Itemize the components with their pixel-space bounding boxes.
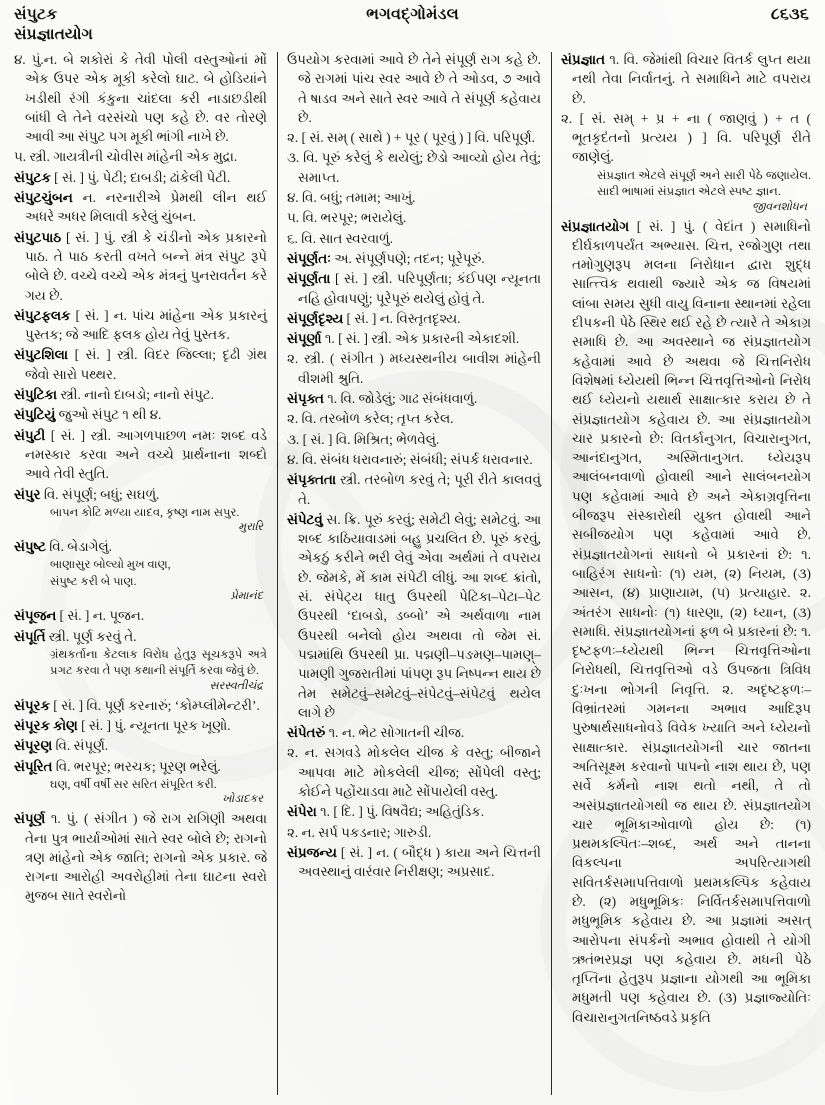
entry-definition: અ. સંપૂર્ણપણે; તદન; પૂરેપૂરું. xyxy=(330,250,485,266)
citation-quote xyxy=(14,557,267,605)
entry-definition: [ સં. ] પું. ન્યૂનતા પૂરક ખૂણો. xyxy=(77,718,231,733)
citation-line: સંપુષ્ટ કરી બે પાણ. xyxy=(50,574,137,588)
entry-sense: ૨. વિ. તરબોળ કરેલ; તૃપ્ત કરેલ. xyxy=(287,411,454,427)
entry-definition: ન. નરનારીએ પ્રેમથી લીન થઈ અધરે અધર મિલાવી કરેલું ચુંબન. xyxy=(25,190,267,225)
entry-headword: સંપેટવું xyxy=(287,511,323,527)
dictionary-entry xyxy=(14,345,267,384)
dictionary-entry xyxy=(14,757,267,776)
entry-headword: સંપૂર્તિ xyxy=(14,628,46,644)
entry-sense: ૪. વિ. બધું; તમામ; આખું. xyxy=(287,190,416,206)
entry-headword: સંપુષ્ટ xyxy=(14,539,46,555)
citation-attribution: ખોડાદકર xyxy=(222,793,263,806)
citation-line: ઘણ, વર્ષી વર્ષી સર સરિત સંપૂરિત કરી. xyxy=(50,777,217,791)
entry-definition: [ સં. ] સ્ત્રી. વિદર જિલ્લા; દૃઢી ગ્રંથ જેવો સારો પથ્થર. xyxy=(25,347,267,382)
dictionary-entry xyxy=(287,470,541,509)
entry-sense: ૨. ન. સર્પ પકડનાર; ગારુડી. xyxy=(287,824,432,840)
entry-headword: સંપુટપાઠ xyxy=(14,229,62,245)
citation-line: બાપન કોટિ મળ્યા યાદવ, કૃષ્ણ નામ સપુર. xyxy=(50,505,240,519)
entry-headword: સંપૃક્તતા xyxy=(287,472,337,488)
dictionary-entry xyxy=(287,249,541,268)
entry-headword: સંપ્રજ્ઞાત xyxy=(561,52,605,67)
column-divider xyxy=(551,52,552,1095)
entry-definition: વિ. ભરપૂર; ભરચક; પૂરણ ભરેલું. xyxy=(52,758,221,774)
dictionary-entry xyxy=(14,385,267,404)
entry-definition: સ. ક્રિ. પૂરું કરવું; સમેટી લેવું; સમેટવું. આ શબ્દ કાઠિયાવાડમાં બહુ પ્રચલિત છે. પૂરું કરવું, એકઠું કરીને ભરી લેવું એવા અર્થમાં તે વપરાય છે. જેમકે, મેં કામ સંપેટી લીધું. આ શબ્દ ક્રાંતો, સં. સંપેટ્ય ધાતુ ઉપરથી પેટિકા–પેટા–પેટ ઉપરથી ‘દાબડો, ડબ્બો’ એ અર્થવાળા નામ ઉપરથી બનેલો હોય અથવા તો જેમ સં. પદ્મમાંથિ ઉપરથી પ્રા. પદ્મણી–પઙમણ–પામણ્–પામણી ગુજરાતીમાં પાંપણ રૂપ નિષ્પન્ન થાય છે તેમ સમેટવું–સમેટવું–સંપેટવું–સંપેટવું થયેલ લાગે છે xyxy=(298,511,541,720)
entry-definition: વિ. સંપૂર્ણ; બધું; સઘળું. xyxy=(40,486,160,502)
dictionary-entry xyxy=(14,736,267,755)
dictionary-entry xyxy=(14,306,267,345)
entry-sense: ૬. વિ. સાત સ્વરવાળું. xyxy=(287,230,393,246)
entry-headword: સંપૂર્ણતા xyxy=(287,271,331,287)
entry-headword: સંપૂજન xyxy=(14,608,57,624)
entry-sense: ૩. વિ. પૂરું કરેલું કે થયેલું; છેડો આવ્યો હોય તેવું; સમાપ્ત. xyxy=(287,150,541,185)
entry-definition: [ સં. ] સ્ત્રી. પરિપૂર્ણતા; કંઈપણ ન્યૂનતા નહિ હોવાપણું; પૂરેપૂરું થયેલું હોવું તે. xyxy=(298,271,541,306)
entry-sense: ૪. પું.ન. બે શકોરાં કે તેવી પોલી વસ્તુઓનાં મોં એક ઉપર એક મૂકી કરેલો ઘાટ. બે હોડિયાંને ખડીથી રંગી કંકુના ચાંદલા કરી નાડાછડીથી બાંધી લે તેને વરસંચો પણ કહે છે. વર તોરણે આવી આ સંપુટ પગ મૂકી ભાંગી નાખે છે. xyxy=(14,52,267,145)
entry-headword: સંપ્રજન્ય xyxy=(287,844,337,860)
dictionary-entry xyxy=(14,537,267,556)
entry-sense: ઉપયોગ કરવામાં આવે છે તેને સંપૂર્ણ રાગ કહે છે. જે રાગમાં પાંચ સ્વર આવે છે તે ઓડવ, ૭ આવે તે ષાડવ અને સાતે સ્વર આવે તે સંપૂર્ણ કહેવાય છે. xyxy=(287,52,541,125)
entry-sense: ૫. વિ. ભરપૂર; ભરાયેલું. xyxy=(287,210,407,226)
text-column-3 xyxy=(551,50,825,1102)
dictionary-entry xyxy=(287,329,541,348)
dictionary-entry xyxy=(287,389,541,408)
entry-headword: સંપૂરિત xyxy=(14,758,53,774)
entry-definition: સ્ત્રી. પૂર્ણ કરવું તે. xyxy=(45,628,137,644)
citation-quote xyxy=(14,647,267,695)
entry-definition: [ સં. ] ન. પૂજન. xyxy=(56,608,145,624)
page-header xyxy=(0,0,825,48)
entry-definition: સ્ત્રી. નાનો દાબડો; નાનો સંપુટ. xyxy=(57,387,214,403)
entry-headword: સંપુટશિલા xyxy=(14,347,69,363)
text-column-1 xyxy=(0,50,277,1102)
dictionary-entry xyxy=(14,696,267,715)
entry-headword: સંપ્રજ્ઞાતયોગ xyxy=(561,218,630,234)
entry-headword: સંપુટિકા xyxy=(14,387,58,403)
entry-sense: ૨. [ સં. સમ્ + પ્ર + ના ( જાણવું ) + ત ( ભૂતકૃદંતનો પ્રત્યય ) ] વિ. પરિપૂર્ણ રીતે જાણેલું. xyxy=(561,110,811,165)
citation-quote xyxy=(561,168,811,216)
dictionary-entry xyxy=(14,716,267,735)
entry-definition: વિ. સંપૂર્ણ. xyxy=(52,738,109,754)
entry-headword: સંપૂર્ણા xyxy=(287,331,322,347)
dictionary-entry xyxy=(287,843,541,882)
dictionary-entry xyxy=(561,50,811,108)
book-title: ભગવદ્ગોમંડલ xyxy=(366,6,459,23)
entry-headword: સંપૂરક કોણ xyxy=(14,718,78,733)
entry-headword: સંપુટચુંબન xyxy=(14,190,73,206)
dictionary-entry xyxy=(14,228,267,305)
entry-headword: સંપેતરું xyxy=(287,725,326,741)
entry-definition: [ સં. ] વિ. પૂર્ણ કરનારું; ‘કોમ્પ્લીમેન્ટરી’. xyxy=(49,697,260,713)
entry-definition: [ સં. ] ન. પાંચ માંહેના એક પ્રકારનું પુસ્તક; જે આદિ ફલક હોય તેવું પુસ્તક. xyxy=(25,307,267,343)
citation-attribution: સરસ્વતીચંદ્ર xyxy=(209,679,263,692)
entry-headword: સંપુટી xyxy=(14,427,46,443)
entry-definition: ૧. [ સં. ] સ્ત્રી. એક પ્રકારની એકાદશી. xyxy=(321,331,520,347)
citation-quote xyxy=(14,505,267,536)
citation-line: બાણાસુર બોલ્યો મુખ વાણ, xyxy=(50,558,171,572)
entry-headword: સંપૂર્ણ xyxy=(14,811,46,827)
citation-attribution: પ્રેમાનંદ xyxy=(230,590,263,603)
citation-attribution: મુરારિ xyxy=(238,521,263,534)
entry-sense: ૫. સ્ત્રી. ગાયત્રીની ચોવીસ માંહેની એક મુદ્રા. xyxy=(14,149,238,165)
entry-definition: [ સં. ] સ્ત્રી. આગળપાછળ નમઃ શબ્દ વડે નમસ્કાર કરવા અને વચ્ચે પ્રાર્થનાના શબ્દો આવે તેવી સ્તુતિ. xyxy=(25,427,267,482)
entry-definition: સ્ત્રી. તરબોળ કરવું તે; પૂરી રીતે કાલવવું તે. xyxy=(298,472,541,507)
entry-definition: જુઓ સંપુટ ૧ થી ૪. xyxy=(55,407,162,423)
entry-definition: [ સં. ] પું. ( વેદાંત ) સમાધિનો દીર્ઘકાળપર્યંત અભ્યાસ. ચિત્ત, રજોગુણ તથા તમોગુણરૂપ મલના નિરોધાન દ્વારા શુદ્ધ સાત્ત્વિક થવાથી જ્યારે એક જ વિષયમાં લાંબા સમય સુધી વાયુ વિનાના સ્થાનમાં રહેલા દીપકની પેઠે સ્થિર થઈ રહે છે ત્યારે તે એકાગ્ર સમાધિ છે. આ અવસ્થાને જ સંપ્રજ્ઞાતયોગ કહેવામાં આવે છે અથવા જે ચિત્તનિરોધ વિશેષમાં ધ્યેયથી ભિન્ન ચિત્તવૃત્તિઓનો નિરોધ થઈ ધ્યેયનો યથાર્થ સાક્ષાત્કાર કરાય છે તે સંપ્રજ્ઞાતયોગ કહેવાય છે. આ સંપ્રજ્ઞાતયોગ ચાર પ્રકારનો છે: વિતર્કાનુગત, વિચારાનુગત, આનંદાનુગત, અસ્મિતાનુગત. ધ્યેયરૂપ આલંબનવાળો હોવાથી આને સાલંબનયોગ પણ કહેવામાં આવે છે અને એકાગ્રવૃત્તિના બીજરૂપ સંસ્કારોથી યુક્ત હોવાથી આને સબીજયોગ પણ કહેવામાં આવે છે. સંપ્રજ્ઞાતયોગનાં સાધનો બે પ્રકારનાં છે: ૧. બાહિરંગ સાધનોઃ (૧) યમ, (૨) નિયમ, (૩) આસન, (૪) પ્રાણાયામ, (૫) પ્રત્યાહાર. ૨. અંતરંગ સાધનોઃ (૧) ધારણા, (૨) ધ્યાન, (૩) સમાધિ. સંપ્રજ્ઞાતયોગનાં ફળ બે પ્રકારનાં છે: ૧. દૃષ્ટફળઃ–ધ્યેયથી ભિન્ન ચિત્તવૃત્તિઓના નિરોધથી, ચિત્તવૃત્તિઓ વડે ઉપજતા ત્રિવિધ દુઃખના ભોગની નિવૃત્તિ. ૨. અદૃષ્ટફળઃ–વિભ્રાંતરમાં ગમનના અભાવ આદિરૂપ પુરુષાર્થસાધનોવડે વિવેક ખ્યાતિ અને ધ્યેયનો સાક્ષાત્કાર. સંપ્રજ્ઞાતયોગની ચાર જાતના અતિસૂક્ષ્મ કરવાનો પાપનો નાશ થાય છે, પણ સર્વે કર્મનો નાશ થતો નથી, તે તો અસંપ્રજ્ઞાતયોગથી જ થાય છે. સંપ્રજ્ઞાતયોગ ચાર ભૂમિકાઓવાળો હોય છે: (૧) પ્રથમકલ્પિતઃ–શબ્દ, અર્થ અને તાનના વિકલ્પના અપરિત્યાગથી સવિતર્કસમાપત્તિવાળો પ્રથમકલ્પિક કહેવાય છે. (૨) મધુભૂમિકઃ નિર્વિતર્કસમાપત્તિવાળો મધુભૂમિક કહેવાય છે. આ પ્રજ્ઞામાં અસત્ આરોપના સંપર્કનો અભાવ હોવાથી તે યોગી ઋતંભરપ્રજ્ઞ પણ કહેવાય છે. મધની પેઠે તૃપ્તિના હેતુરૂપ પ્રજ્ઞાના યોગથી આ ભૂમિકા મધુમતી પણ કહેવાય છે. (૩) પ્રજ્ઞાજ્યોતિઃ વિચારાનુગતનિષ્ઠવડે પ્રકૃતિ xyxy=(572,218,811,1025)
page-number: ૮૬૩૬ xyxy=(770,6,809,23)
entry-definition: ૧. પું. ( સંગીત ) જે રાગ રાગિણી અથવા તેના પુત્ર ભાર્યાઓમાં સાતે સ્વર બોલે છે; રાગનો ત્રણ માંહેનો એક જાતિ; રાગનો એક પ્રકાર. જે રાગના આરોહી અવરોહીમાં તેના ઘાટના સ્વરો મુજબ સાતે સ્વરોનો xyxy=(25,811,267,904)
dictionary-entry xyxy=(14,188,267,227)
entry-sense: ૨. [ સં. સમ્ ( સાથે ) + પૂર ( પૂરવું ) ] વિ. પરિપૂર્ણ. xyxy=(287,130,535,146)
text-column-2 xyxy=(277,50,551,1102)
entry-sense: ૨. સ્ત્રી. ( સંગીત ) મધ્યસ્થનીય બાવીશ માંહેની વીશમી શ્રુતિ. xyxy=(287,351,541,386)
entry-headword: સંપૃક્ત xyxy=(287,391,324,407)
dictionary-entry xyxy=(14,426,267,484)
dictionary-entry xyxy=(14,168,267,187)
entry-headword: સંપુટિયું xyxy=(14,407,56,423)
dictionary-entry xyxy=(287,269,541,308)
dictionary-entry xyxy=(14,809,267,905)
entry-sense: ૩. [ સં. ] વિ. મિશ્રિત; ભેળવેલું. xyxy=(287,431,440,447)
entry-sense: ૨. ન. સગવડે મોકલેલ ચીજ કે વસ્તુ; બીજાને આપવા માટે મોકલેલી ચીજ; સોંપેલી વસ્તુ; કોઈને પહોંચાડવા માટે સોંપાયેલી વસ્તુ. xyxy=(287,745,541,799)
dictionary-entry xyxy=(14,627,267,646)
column-divider xyxy=(277,52,278,1095)
entry-definition: [ સં. ] પું. પેટી; દાબડી; ઢાંકેલી પેટી. xyxy=(50,169,231,185)
entry-definition: ૧. વિ. જોડેલું; ગાઢ સંબંધવાળું. xyxy=(323,391,478,407)
citation-attribution: જીવનશોધન xyxy=(751,200,807,213)
citation-line: ગ્રંથકર્તાના કેટલાક વિરોધ હેતુરૂ સૂચકરૂપે અત્રે પ્રગટ કરવા તે પણ કથાની સંપૂર્તિ કરવા જેવું છે. xyxy=(50,647,267,678)
entry-headword: સંપુર xyxy=(14,486,41,502)
entry-definition: ૧. [ દિ. ] પું. વિષવૈદ્ય; અહિતુંડિક. xyxy=(316,804,485,820)
dictionary-entry xyxy=(287,309,541,328)
dictionary-entry xyxy=(287,802,541,821)
entry-definition: [ સં. ] ન. ( બૌદ્ધ ) કાયા અને ચિત્તની અવસ્થાનું વારંવાર નિરીક્ષણ; અપ્રસાદ. xyxy=(298,844,541,880)
dictionary-entry xyxy=(287,510,541,722)
entry-sense: ૪. વિ. સંબંધ ધરાવનારું; સંબંધી; સંપર્ક ધરાવનાર. xyxy=(287,451,533,467)
entry-headword: સંપૂર્ણદૃશ્ય xyxy=(287,310,344,326)
citation-line: સંપ્રજ્ઞાત એટલે સંપૂર્ણ અને સારી પેઠે જણાયેલ. સાદી ભાષામાં સંપ્રજ્ઞાત એટલે સ્પષ્ટ જ્ઞાન. xyxy=(597,168,811,199)
entry-headword: સંપૂર્ણતઃ xyxy=(287,250,331,266)
entry-headword: સંપૂરક xyxy=(14,697,50,713)
entry-headword: સંપુટફલક xyxy=(14,307,71,323)
guideword-first: સંપુટક xyxy=(14,6,58,23)
entry-definition: [ સં. ] ન. વિસ્તૃતદૃશ્ય. xyxy=(343,310,461,326)
entry-definition: ૧. ન. ભેટ સોગાતની ચીજ. xyxy=(325,725,465,741)
entry-headword: સંપુટક xyxy=(14,169,51,185)
citation-quote xyxy=(14,777,267,808)
entry-headword: સંપેરા xyxy=(287,804,317,820)
entry-definition: વિ. બેડાગેલું. xyxy=(45,539,112,555)
guideword-last: સંપ્રજ્ઞાતયોગ xyxy=(14,26,93,43)
column-container xyxy=(0,50,825,1102)
entry-definition: ૧. વિ. જેમાંથી વિચાર વિતર્ક લુપ્ત થયા નથી તેવા નિર્વાતનું. તે સમાધિને માટે વપરાય છે. xyxy=(572,52,811,106)
entry-definition: [ સં. ] પું. સ્ત્રી કે ચંડીનો એક પ્રકારનો પાઠ. તે પાઠ કરતી વખતે બન્ને મંત્ર સંપુટ રૂપે બોલે છે. વચ્ચે વચ્ચે એક મંત્રનું પુનરાવર્તન કરે ગય છે. xyxy=(25,229,267,303)
dictionary-entry xyxy=(287,723,541,742)
entry-headword: સંપૂરણ xyxy=(14,738,53,754)
dictionary-entry xyxy=(561,217,811,1027)
dictionary-entry xyxy=(14,606,267,625)
dictionary-entry xyxy=(14,405,267,424)
dictionary-entry xyxy=(14,485,267,504)
